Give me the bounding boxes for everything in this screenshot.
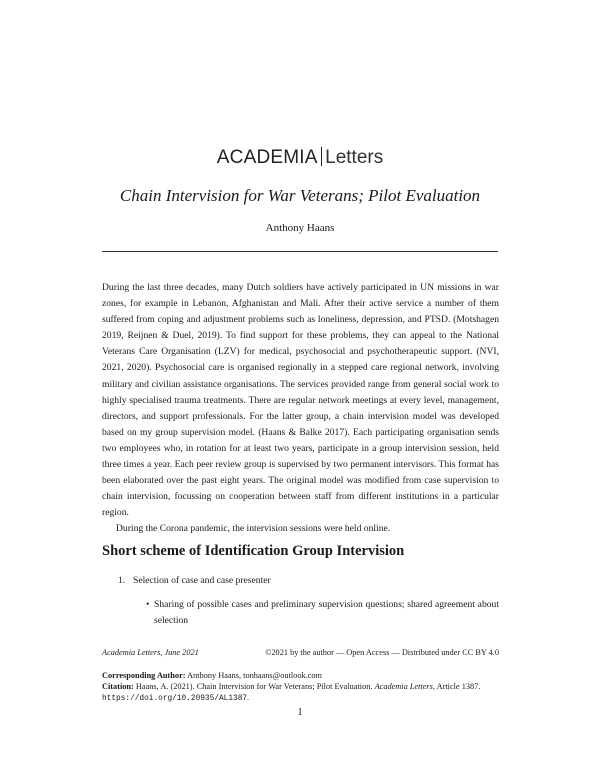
- list-item-text: Selection of case and case presenter: [133, 575, 271, 586]
- footer-journal: Academia Letters, June 2021: [102, 648, 199, 657]
- cite-text: Haans, A. (2021). Chain Intervision for War Veterans; Pilot Evaluation.: [135, 682, 373, 691]
- masthead-divider: [321, 147, 323, 166]
- sub-list-item: [146, 597, 499, 629]
- sub-list-item-text: Sharing of possible cases and preliminary supervision questions; shared agreement about selection: [154, 599, 499, 626]
- list-item: [118, 573, 271, 589]
- paragraph: During the Corona pandemic, the intervision sessions were held online.: [116, 523, 391, 535]
- footer-details: [102, 670, 499, 705]
- cite-label: Citation:: [102, 682, 134, 691]
- corr-value: Anthony Haans, tonhaans@outlook.com: [187, 671, 322, 680]
- cite-article: , Article 1387.: [432, 682, 481, 691]
- author-name: Anthony Haans: [265, 222, 335, 234]
- corresponding-author: [102, 670, 499, 681]
- section-heading: Short scheme of Identification Group Intervision: [102, 543, 405, 559]
- footer-line: [102, 647, 499, 658]
- header-rule: [102, 251, 498, 252]
- bullet: •: [146, 599, 150, 610]
- doi-link[interactable]: https://doi.org/10.20935/AL1387: [102, 695, 248, 703]
- paragraph: During the last three decades, many Dutch soldiers have actively participated in UN missions in war zones, for example in Lebanon, Afghanistan and Mali. After their active service a number of them suffered from coping and adjustment problems such as loneliness, depression, and PTSD. (Motshagen 2019, Reijnen & Duel, 2019). To find support for these problems, they can appeal to the National Veterans Care Organisation (LZV) for medical, psychosocial and psychotherapeutic support. (NVI, 2021, 2020). Psychosocial care is organised regionally in a stepped care regional network, involving military and civilian assistance organisations. The services provided range from general social work to highly specialised trauma treatments. There are regular network meetings at every level, management, directors, and support professionals. For the latter group, a chain intervision model was developed based on my group supervision model. (Haans & Balke 2017). Each participating organisation sends two employees who, in rotation for at least two years, participate in a group intervision session, held three times a year. Each peer review group is supervised by two permanent intervisors. This format has been elaborated over the past eight years. The original model was modified from case supervision to chain intervision, focussing on cooperation between staff from different institutions in a particular region.: [102, 282, 499, 519]
- cite-journal: Academia Letters: [374, 682, 433, 691]
- body-text: [102, 280, 499, 538]
- masthead-sub: Letters: [325, 147, 384, 168]
- paper-title: Chain Intervision for War Veterans; Pilot Evaluation: [119, 186, 481, 205]
- masthead-brand: ACADEMIA: [216, 147, 318, 168]
- footer-license: ©2021 by the author — Open Access — Distributed under CC BY 4.0: [265, 648, 499, 657]
- list-number: 1.: [118, 575, 126, 586]
- doi-end: .: [247, 693, 250, 702]
- citation: [102, 681, 499, 705]
- corr-label: Corresponding Author:: [102, 671, 186, 680]
- masthead: [0, 146, 600, 170]
- page-number: 1: [297, 707, 303, 718]
